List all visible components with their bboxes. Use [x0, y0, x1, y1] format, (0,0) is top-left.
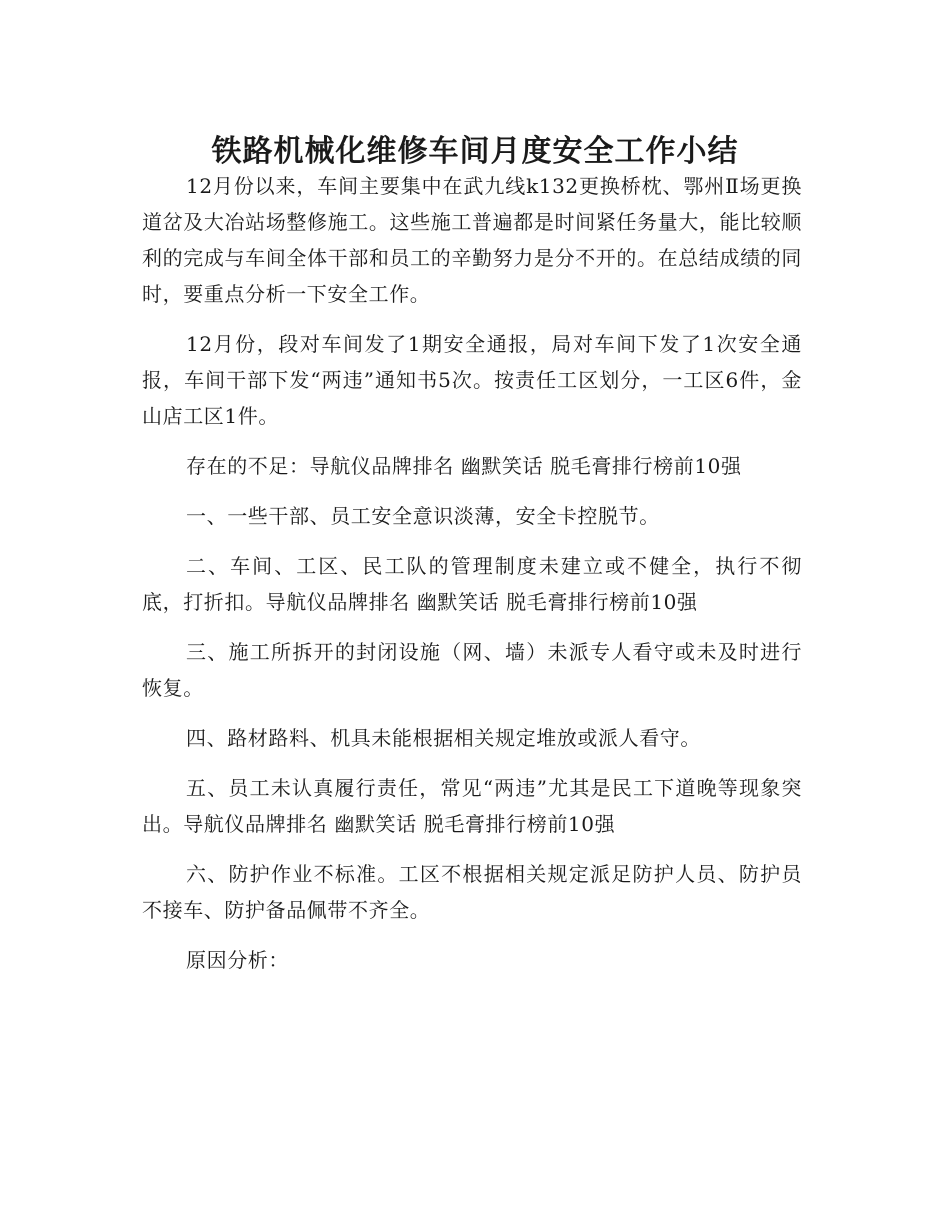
document-title: 铁路机械化维修车间月度安全工作小结 — [211, 134, 739, 170]
paragraph-item-5: 五、员工未认真履行责任，常见“两违”尤其是民工下道晚等现象突出。导航仪品牌排名 幽默笑话 脱毛膏排行榜前10强 — [142, 776, 802, 836]
paragraph-item-1: 一、一些干部、员工安全意识淡薄，安全卡控脱节。 — [186, 504, 660, 528]
paragraph-item-3: 三、施工所拆开的封闭设施（网、墙）未派专人看守或未及时进行恢复。 — [142, 640, 802, 700]
document-body — [142, 168, 802, 992]
paragraph-item-2: 二、车间、工区、民工队的管理制度未建立或不健全，执行不彻底，打折扣。导航仪品牌排名 幽默笑话 脱毛膏排行榜前10强 — [142, 554, 802, 614]
paragraph-notices: 12月份，段对车间发了1期安全通报，局对车间下发了1次安全通报，车间干部下发“两违”通知书5次。按责任工区划分，一工区6件，金山店工区1件。 — [142, 332, 802, 428]
paragraph-item-4: 四、路材路料、机具未能根据相关规定堆放或派人看守。 — [186, 726, 701, 750]
paragraph-item-6: 六、防护作业不标准。工区不根据相关规定派足防护人员、防护员不接车、防护备品佩带不齐全。 — [142, 862, 802, 922]
paragraph-intro: 12月份以来，车间主要集中在武九线k132更换桥枕、鄂州Ⅱ场更换道岔及大冶站场整修施工。这些施工普遍都是时间紧任务量大，能比较顺利的完成与车间全体干部和员工的辛勤努力是分不开的。在总结成绩的同时，要重点分析一下安全工作。 — [142, 174, 802, 306]
paragraph-cause-analysis: 原因分析： — [186, 948, 289, 972]
paragraph-shortcomings: 存在的不足：导航仪品牌排名 幽默笑话 脱毛膏排行榜前10强 — [186, 454, 742, 478]
